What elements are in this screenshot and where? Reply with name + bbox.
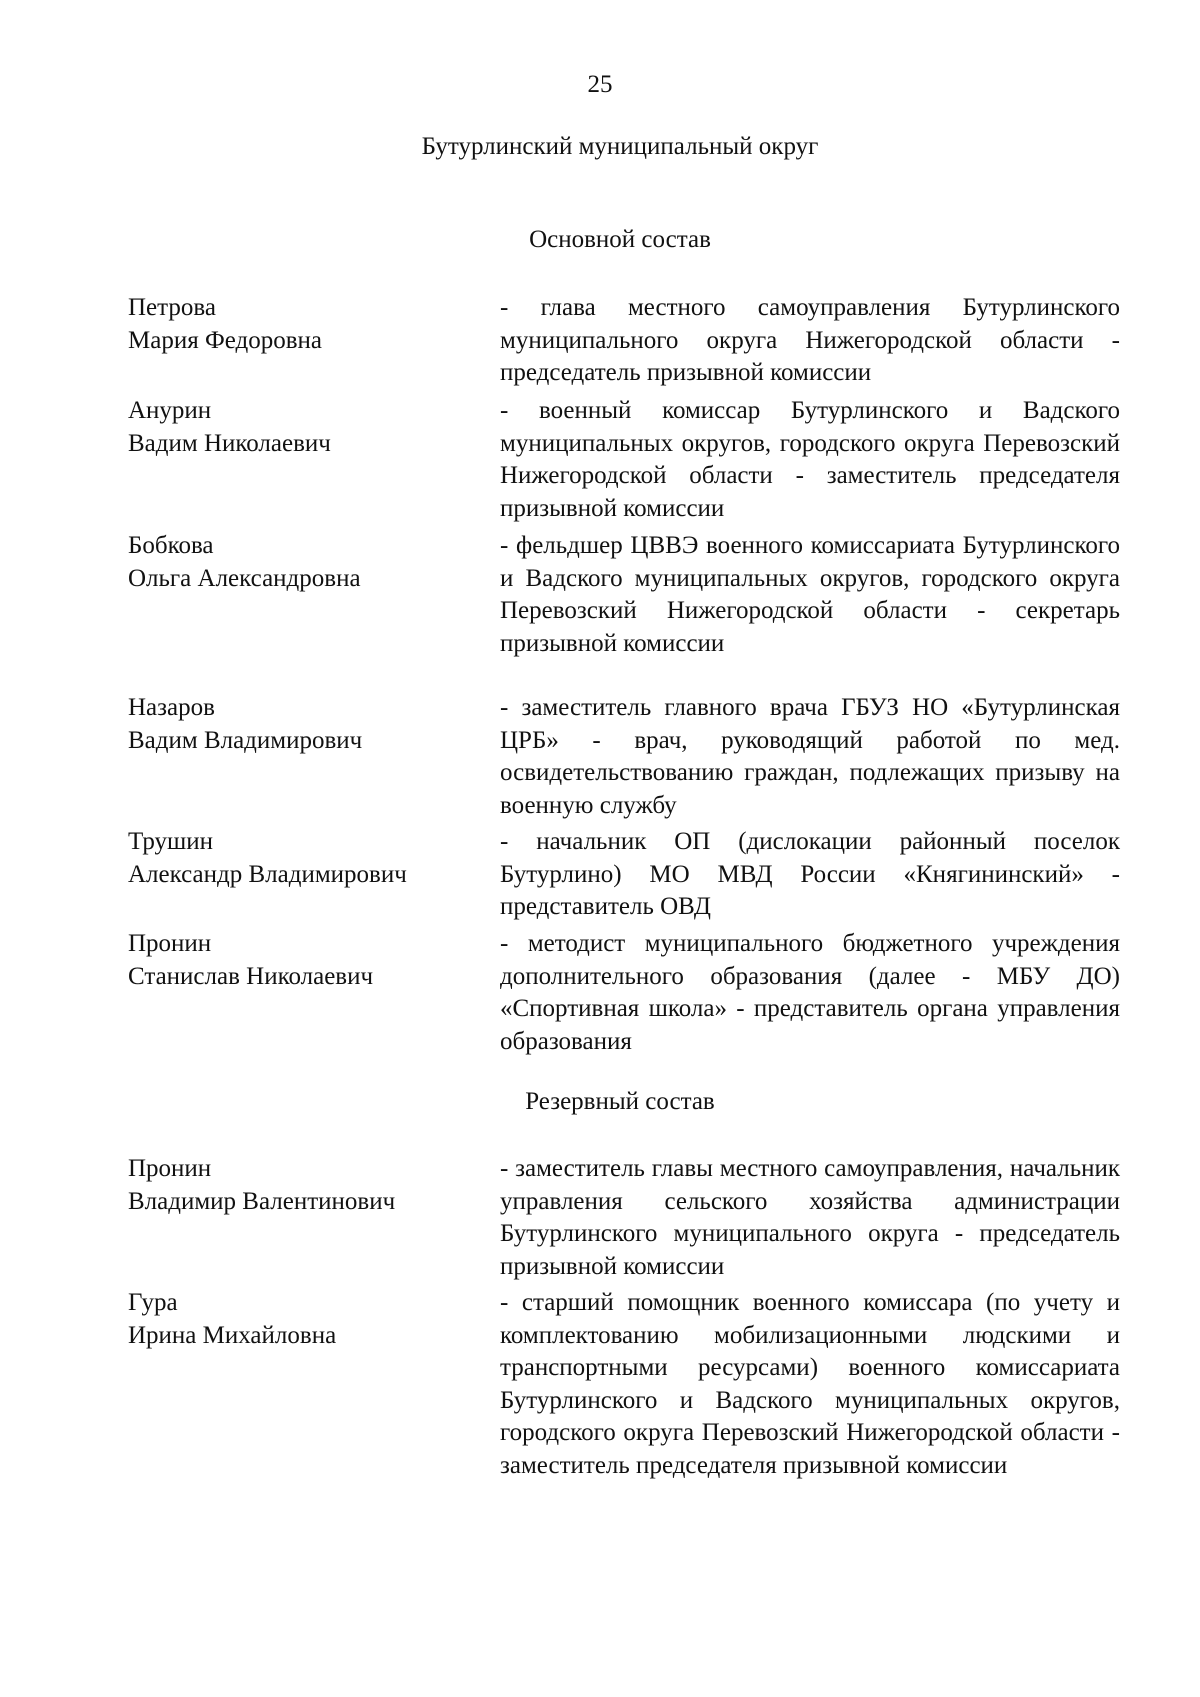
member-name: [128, 395, 468, 460]
member-name: [128, 692, 468, 757]
member-given-names: Вадим Владимирович: [128, 726, 363, 754]
member-surname: Назаров: [128, 694, 215, 721]
district-title: Бутурлинский муниципальный округ: [421, 133, 819, 160]
member-given-names: Ирина Михайловна: [128, 1321, 337, 1349]
member-surname: Бобкова: [128, 532, 214, 559]
member-name: [128, 1287, 468, 1352]
member-given-names: Станислав Николаевич: [128, 962, 374, 990]
page-number: 25: [587, 71, 613, 98]
member-surname: Гура: [128, 1289, 178, 1316]
member-name: [128, 292, 468, 357]
member-role: - заместитель главы местного самоуправления, начальник управления сельского хозяйства администрации Бутурлинского муниципального округа - председатель призывной комиссии: [500, 1155, 1120, 1280]
member-role: - военный комиссар Бутурлинского и Вадского муниципальных округов, городского округа Перевозский Нижегородской области - заместитель председателя призывной комиссии: [500, 397, 1120, 522]
member-role: - глава местного самоуправления Бутурлинского муниципального округа Нижегородской области - председатель призывной комиссии: [500, 294, 1120, 386]
member-given-names: Вадим Николаевич: [128, 429, 331, 457]
member-name: [128, 530, 468, 595]
member-name: [128, 1153, 468, 1218]
member-surname: Пронин: [128, 930, 212, 957]
member-given-names: Владимир Валентинович: [128, 1187, 396, 1215]
member-role: - фельдшер ЦВВЭ военного комиссариата Бутурлинского и Вадского муниципальных округов, городского округа Перевозский Нижегородской области - секретарь призывной комиссии: [500, 532, 1120, 657]
member-role: - методист муниципального бюджетного учреждения дополнительного образования (далее - МБУ ДО) «Спортивная школа» - представитель органа управления образования: [500, 930, 1120, 1055]
member-name: [128, 928, 468, 993]
main-composition-heading: Основной состав: [529, 226, 711, 253]
member-name: [128, 826, 468, 891]
member-given-names: Ольга Александровна: [128, 564, 361, 592]
member-surname: Петрова: [128, 294, 216, 321]
member-given-names: Мария Федоровна: [128, 326, 322, 354]
reserve-composition-heading: Резервный состав: [525, 1088, 715, 1115]
member-surname: Трушин: [128, 828, 213, 855]
member-surname: Пронин: [128, 1155, 212, 1182]
member-given-names: Александр Владимирович: [128, 860, 407, 888]
member-surname: Анурин: [128, 397, 212, 424]
member-role: - начальник ОП (дислокации районный поселок Бутурлино) МО МВД России «Княгининский» - представитель ОВД: [500, 828, 1120, 920]
member-role: - старший помощник военного комиссара (по учету и комплектованию мобилизационными людскими и транспортными ресурсами) военного комиссариата Бутурлинского и Вадского муниципальных округов, городского округа Перевозский Нижегородской области - заместитель председателя призывной комиссии: [500, 1289, 1120, 1479]
member-role: - заместитель главного врача ГБУЗ НО «Бутурлинская ЦРБ» - врач, руководящий работой по мед. освидетельствованию граждан, подлежащих призыву на военную службу: [500, 694, 1120, 819]
